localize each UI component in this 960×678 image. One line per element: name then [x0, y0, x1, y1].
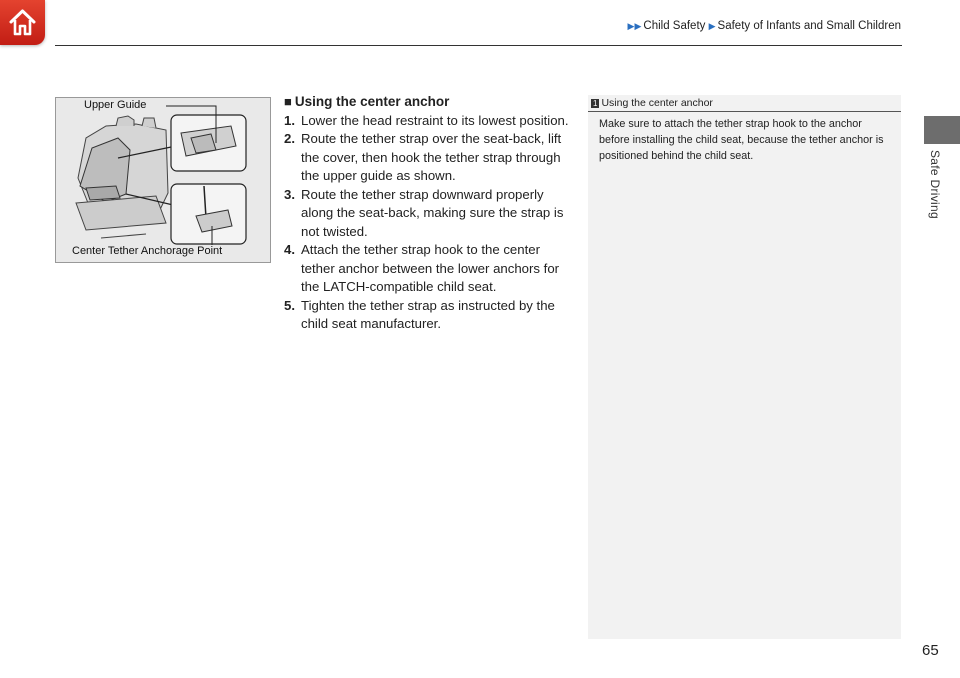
breadcrumb: [628, 20, 901, 32]
step-1: [284, 112, 574, 131]
home-icon: [7, 7, 38, 38]
note-ref-mark: 1: [593, 99, 598, 108]
note-title-text: Using the center anchor: [601, 97, 713, 109]
instructions: [284, 93, 574, 334]
breadcrumb-link-child-safety[interactable]: Child Safety: [643, 20, 706, 32]
step-text: Route the tether strap over the seat-back, lift the cover, then hook the tether strap through the upper guide as shown.: [301, 131, 562, 183]
note-body: Make sure to attach the tether strap hook to the anchor before installing the child seat, because the tether anchor is positioned behind the child seat.: [599, 118, 884, 162]
step-3: [284, 186, 574, 242]
note-title: [588, 95, 901, 112]
child-seat-illustration: [55, 97, 271, 263]
step-text: Route the tether strap downward properly along the seat-back, making sure the strap is not twisted.: [301, 186, 564, 239]
breadcrumb-current: Safety of Infants and Small Children: [717, 20, 901, 32]
step-number: 5.: [284, 297, 295, 313]
section-tab[interactable]: [924, 116, 960, 144]
step-text: Attach the tether strap hook to the center tether anchor between the lower anchors for the LATCH-compatible child seat.: [301, 242, 560, 294]
step-number: 1.: [284, 112, 295, 128]
step-2: [284, 130, 574, 186]
home-button[interactable]: [0, 0, 45, 45]
heading-square-icon: ■: [284, 94, 292, 109]
step-4: [284, 241, 574, 297]
upper-guide-label: Upper Guide: [84, 99, 147, 111]
breadcrumb-arrow-icon: ▶: [708, 21, 716, 31]
seat-drawing: [56, 98, 270, 262]
step-text: Lower the head restraint to its lowest position.: [301, 112, 569, 128]
anchorage-point-label: Center Tether Anchorage Point: [72, 245, 223, 257]
section-heading: [284, 93, 574, 112]
breadcrumb-arrow-icon: ▶▶: [627, 21, 642, 31]
step-5: [284, 297, 574, 334]
step-number: 3.: [284, 186, 295, 202]
header-divider: [55, 45, 902, 46]
note-sidebar: [588, 95, 901, 639]
section-heading-text: Using the center anchor: [294, 94, 450, 109]
step-number: 2.: [284, 131, 295, 146]
page-number: 65: [922, 642, 939, 659]
step-text: Tighten the tether strap as instructed by the child seat manufacturer.: [301, 297, 555, 331]
section-tab-label: Safe Driving: [928, 150, 942, 219]
step-number: 4.: [284, 242, 295, 257]
